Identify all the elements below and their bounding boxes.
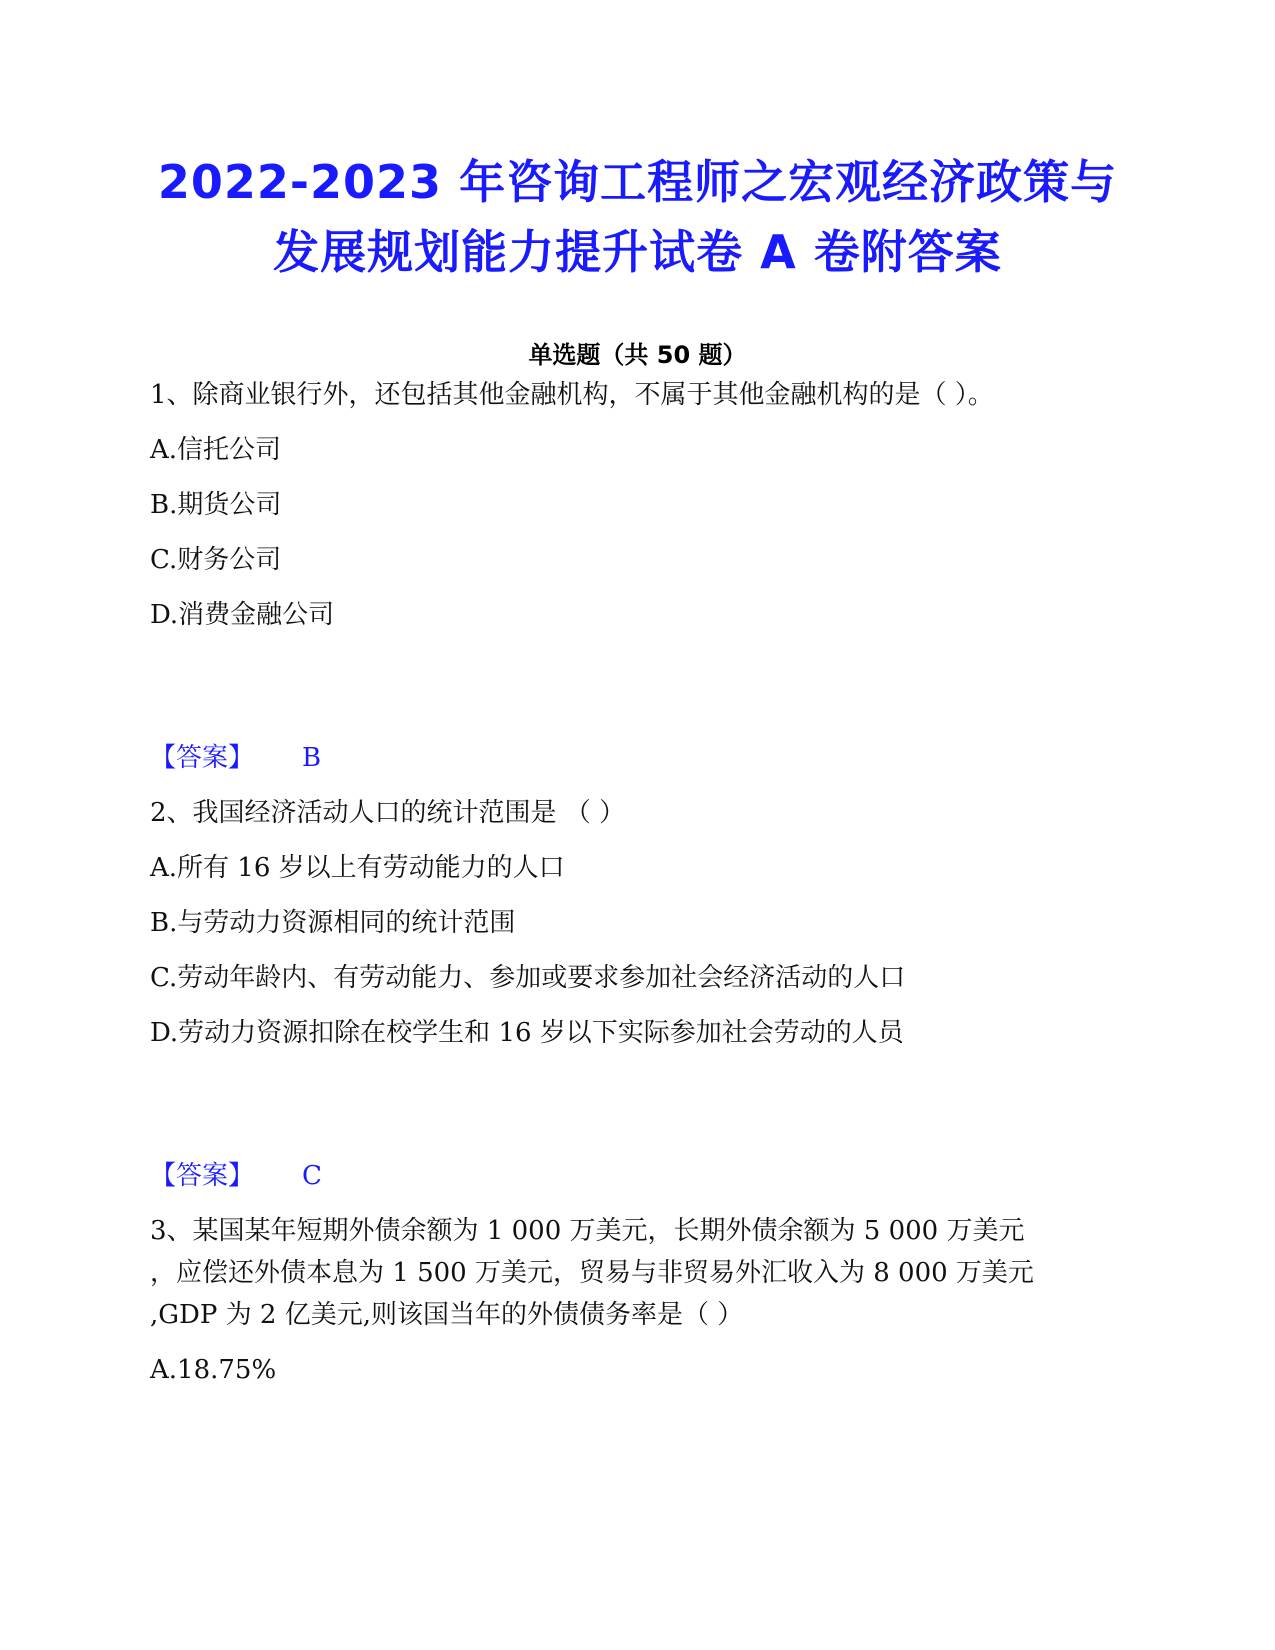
- question-2-option-d: D.劳动力资源扣除在校学生和 16 岁以下实际参加社会劳动的人员: [150, 1018, 904, 1048]
- question-1-answer: [150, 741, 321, 775]
- question-3-stem-line-2: ，应偿还外债本息为 1 500 万美元，贸易与非贸易外汇收入为 8 000 万美元: [150, 1258, 1034, 1288]
- question-1-option-b: B.期货公司: [150, 490, 282, 520]
- answer-value: C: [302, 1161, 322, 1191]
- question-1-option-c: C.财务公司: [150, 545, 282, 575]
- answer-label: 【答案】: [150, 1161, 255, 1191]
- question-3-stem-line-1: 3、某国某年短期外债余额为 1 000 万美元，长期外债余额为 5 000 万美元: [150, 1216, 1025, 1246]
- answer-label: 【答案】: [150, 743, 255, 773]
- question-3-stem-line-3: ,GDP 为 2 亿美元,则该国当年的外债债务率是（ ）: [150, 1300, 744, 1330]
- question-2-option-a: A.所有 16 岁以上有劳动能力的人口: [150, 853, 565, 883]
- question-2-stem: 2、我国经济活动人口的统计范围是 （ ）: [150, 798, 626, 828]
- document-title-line-1: 2022-2023 年咨询工程师之宏观经济政策与: [157, 155, 1118, 209]
- question-2-option-c: C.劳动年龄内、有劳动能力、参加或要求参加社会经济活动的人口: [150, 963, 906, 993]
- question-2-answer: [150, 1159, 322, 1193]
- question-2-option-b: B.与劳动力资源相同的统计范围: [150, 908, 516, 938]
- question-1-stem: 1、除商业银行外，还包括其他金融机构，不属于其他金融机构的是（ ）。: [150, 380, 994, 410]
- question-1-option-a: A.信托公司: [150, 435, 282, 465]
- question-1-option-d: D.消费金融公司: [150, 600, 335, 630]
- section-heading: 单选题（共 50 题）: [528, 341, 747, 369]
- answer-value: B: [302, 743, 322, 773]
- document-title-line-2: 发展规划能力提升试卷 A 卷附答案: [273, 225, 1002, 279]
- question-3-option-a: A.18.75%: [150, 1355, 277, 1385]
